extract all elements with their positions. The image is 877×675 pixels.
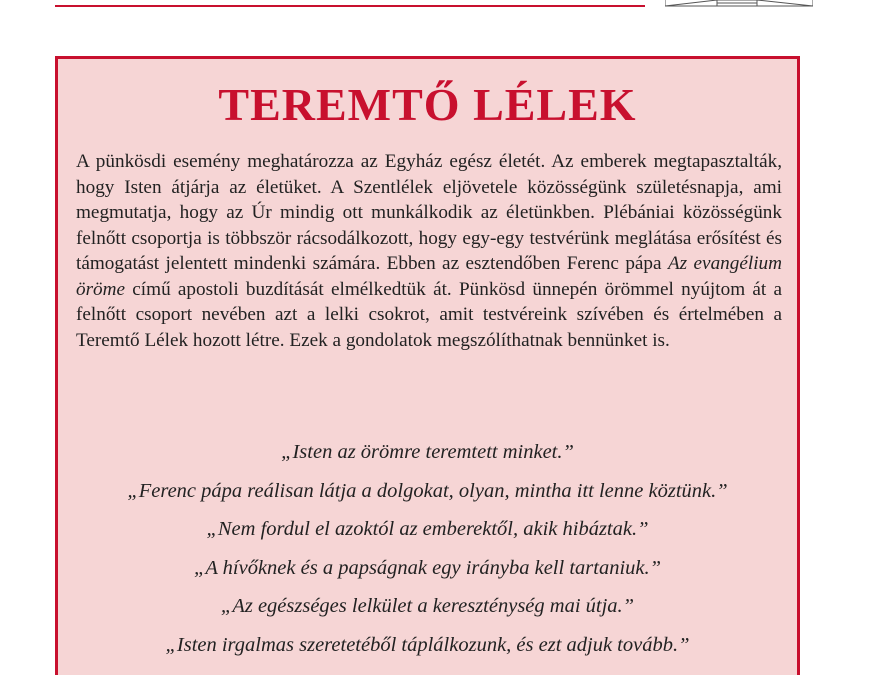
quote-item: „Isten az örömre teremtett minket.”	[281, 441, 574, 463]
quote-item: „Ferenc pápa reálisan látja a dolgokat, olyan, mintha itt lenne köztünk.”	[127, 479, 728, 502]
quote-item: „Az egészséges lelkület a kereszténység mai útja.”	[220, 595, 635, 617]
quote-item: „Nem fordul el azoktól az emberektől, akik hibáztak.”	[206, 518, 649, 540]
book-stack-icon	[665, 0, 813, 10]
article-body	[76, 149, 782, 353]
quote-item: „A hívőknek és a papságnak egy irányba kell tartaniuk.”	[193, 556, 662, 579]
book-title: Az evangélium öröme	[76, 253, 782, 300]
body-text-part-2: című apostoli buzdítását elmélkedtük át. Pünkösd ünnepén örömmel nyújtom át a felnőtt csoport nevében azt a lelki csokrot, amit testvéreink szívében és értelmében a Teremtő Lélek hozott létre. Ezek a gondolatok megszólíthatnak bennünket is.	[76, 278, 782, 351]
article-title: TEREMTŐ LÉLEK	[218, 79, 637, 130]
quote-list	[58, 433, 797, 664]
body-text-part-1: A pünkösdi esemény meghatározza az Egyház egész életét. Az emberek megtapasztalták, hogy Isten átjárja az életüket. A Szentlélek eljövetele közösségünk születésnapja, ami megmutatja, hogy az Úr mindig ott munkálkodik az életünkben. Plébániai közösségünk felnőtt csoportja is többször rácsodálkozott, hogy egy-egy testvérünk meglátása erősítést és támogatást jelentett mindenki számára. Ebben az esztendőben Ferenc pápa	[76, 151, 782, 274]
quote-item: „Isten irgalmas szeretetéből táplálkozunk, és ezt adjuk tovább.”	[165, 633, 690, 656]
header-rule	[55, 5, 645, 7]
article-box	[55, 56, 800, 675]
